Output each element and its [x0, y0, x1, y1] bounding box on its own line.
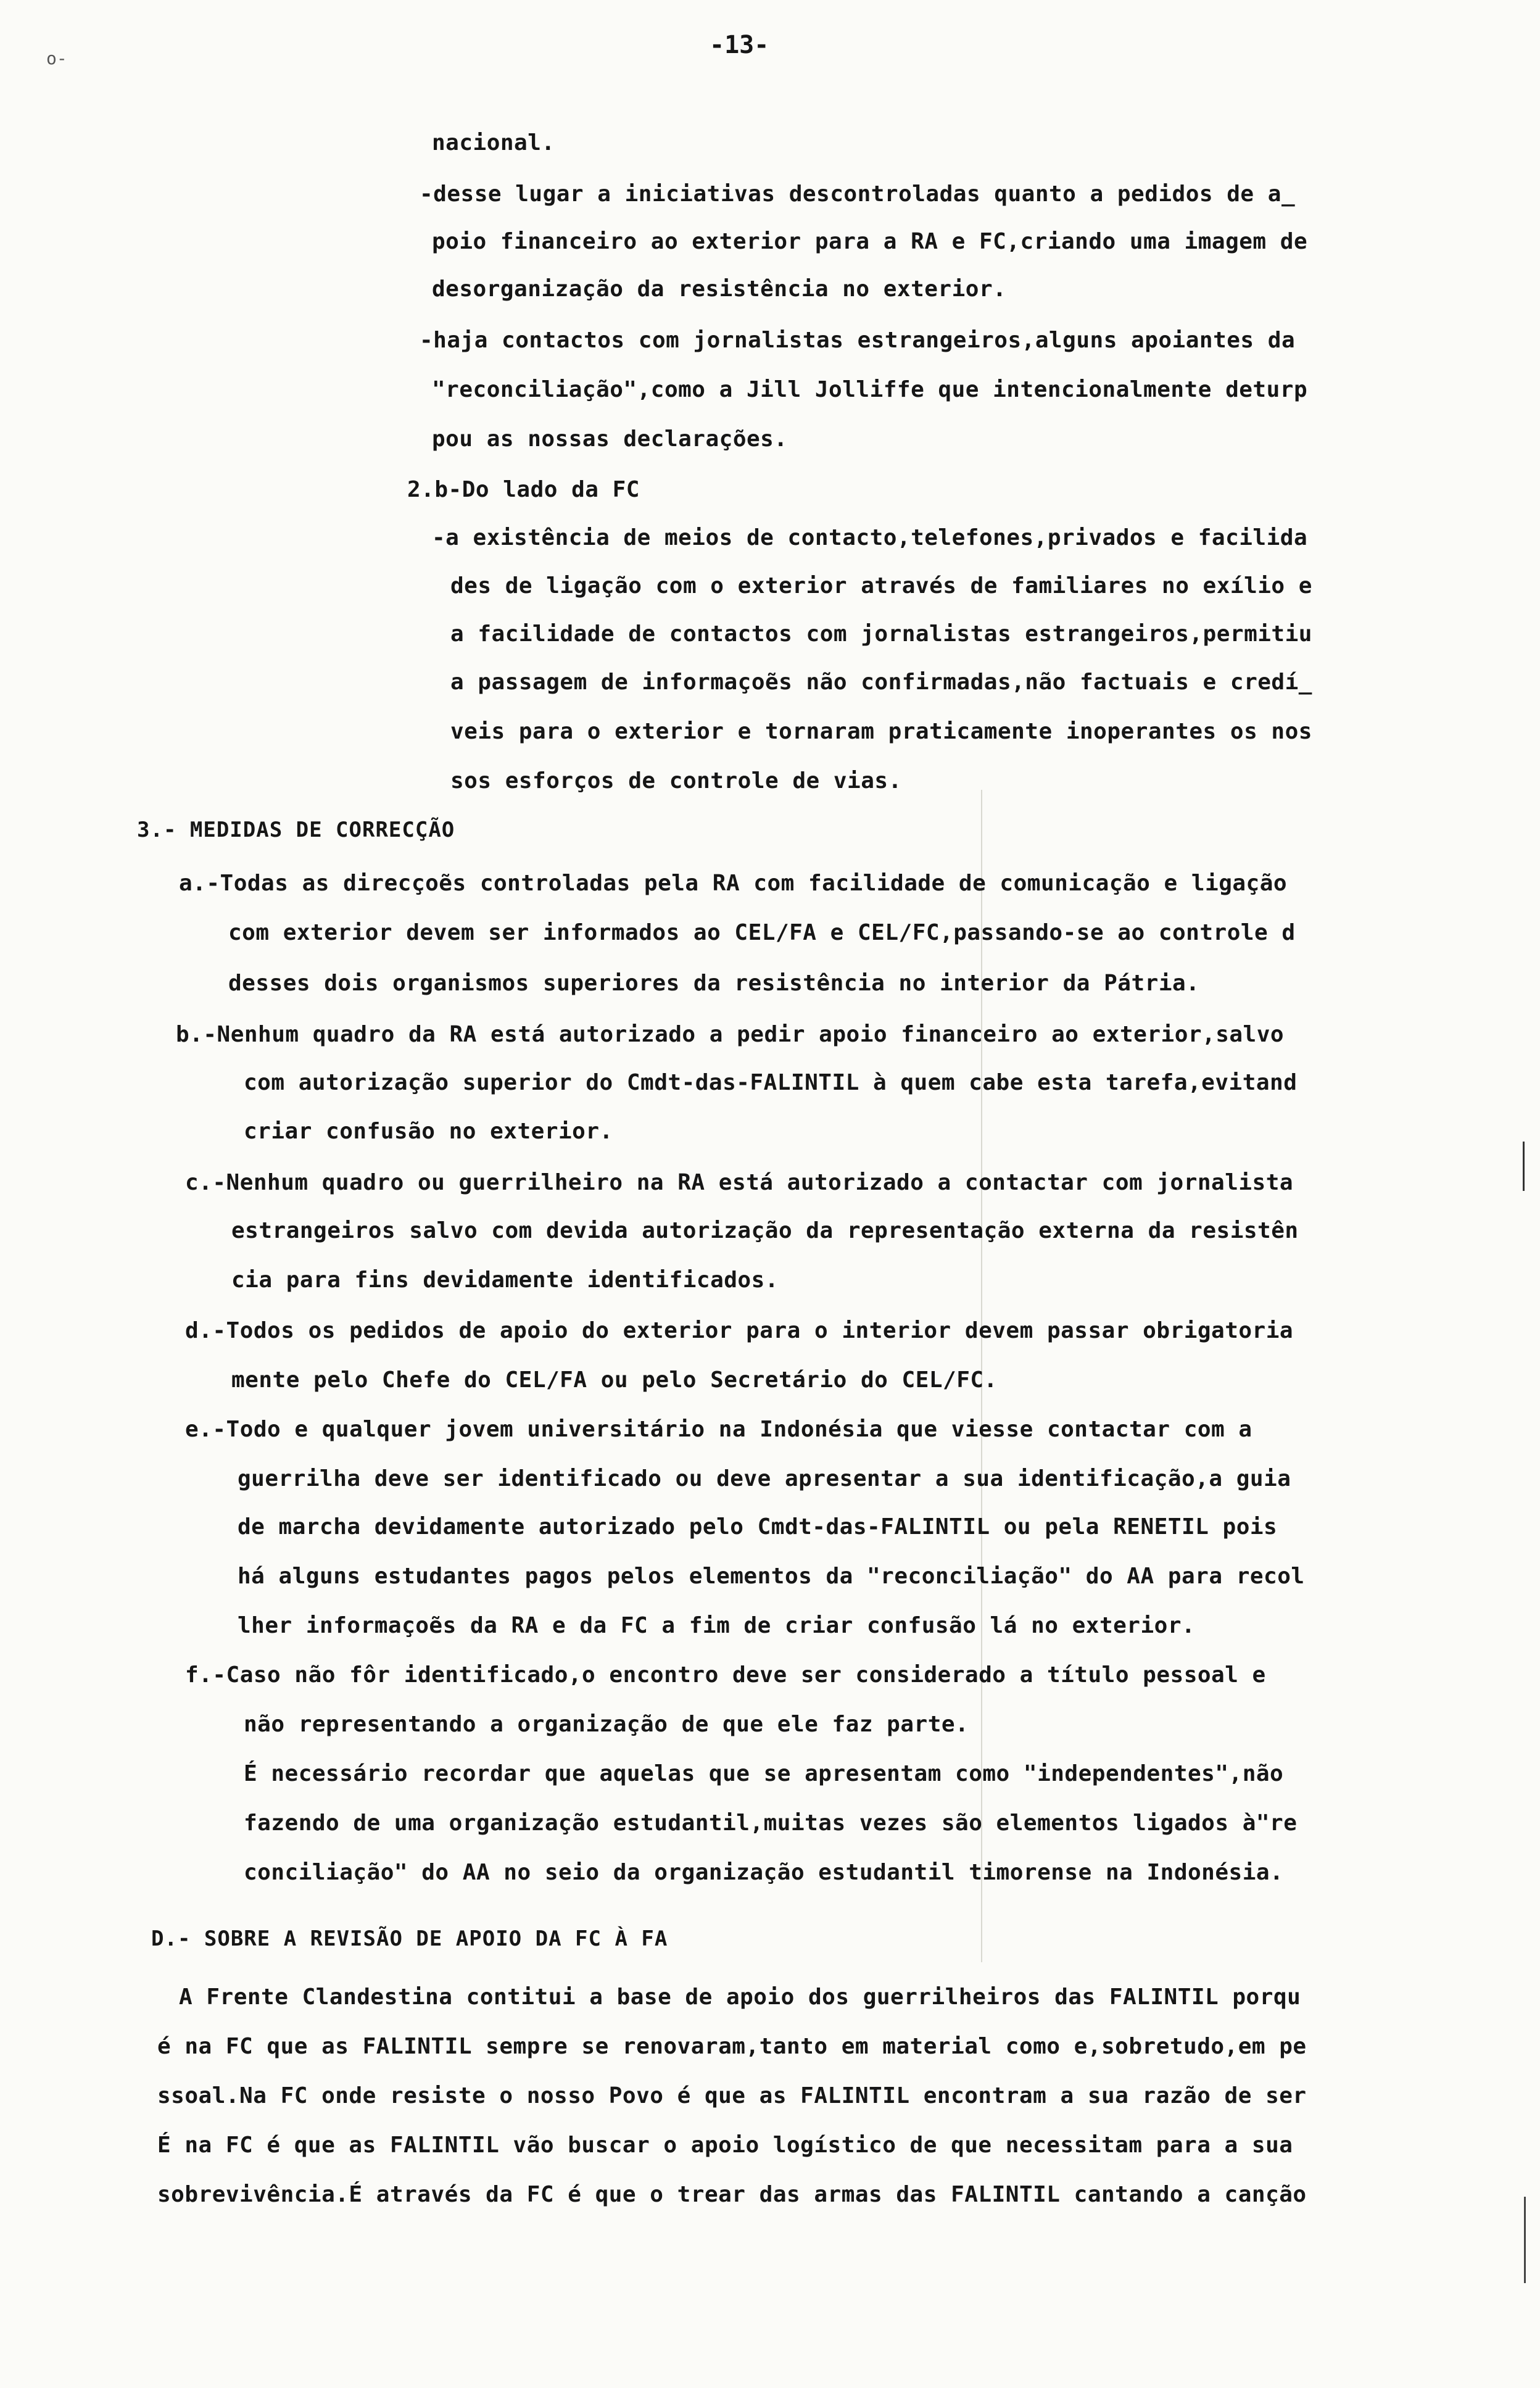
paragraph-line: ssoal.Na FC onde resiste o nosso Povo é que as FALINTIL encontram a sua razão de ser	[157, 2083, 1307, 2108]
text-line: a facilidade de contactos com jornalistas estrangeiros,permitiu	[450, 621, 1312, 647]
corner-mark: o-	[46, 48, 67, 68]
paragraph-line: A Frente Clandestina contitui a base de apoio dos guerrilheiros das FALINTIL porqu	[179, 1984, 1301, 2010]
list-item-line: desses dois organismos superiores da resistência no interior da Pátria.	[228, 971, 1200, 996]
list-item-line: cia para fins devidamente identificados.	[231, 1267, 779, 1293]
list-item-line: b.-Nenhum quadro da RA está autorizado a pedir apoio financeiro ao exterior,salvo	[176, 1022, 1285, 1047]
text-line: nacional.	[432, 130, 555, 155]
list-item-line: conciliação" do AA no seio da organização estudantil timorense na Indonésia.	[244, 1860, 1284, 1885]
list-item-line: estrangeiros salvo com devida autorização da representação externa da resistên	[231, 1218, 1299, 1243]
page-number: -13-	[710, 31, 769, 59]
paragraph-line: é na FC que as FALINTIL sempre se renovaram,tanto em material como e,sobretudo,em pe	[157, 2034, 1307, 2059]
list-item-line: não representando a organização de que ele faz parte.	[244, 1712, 969, 1737]
list-item-line: a.-Todas as direcçoẽs controladas pela RA com facilidade de comunicação e ligação	[179, 871, 1288, 896]
text-line: veis para o exterior e tornaram praticamente inoperantes os nos	[450, 719, 1312, 744]
text-line: -desse lugar a iniciativas descontroladas quanto a pedidos de a_	[420, 181, 1296, 207]
list-item-line: mente pelo Chefe do CEL/FA ou pelo Secretário do CEL/FC.	[231, 1367, 998, 1393]
text-line: poio financeiro ao exterior para a RA e FC,criando uma imagem de	[432, 229, 1308, 254]
text-line: sos esforços de controle de vias.	[450, 768, 902, 794]
text-line: a passagem de informaçoẽs não confirmadas,não factuais e credí_	[450, 670, 1312, 695]
list-item-line: d.-Todos os pedidos de apoio do exterior para o interior devem passar obrigatoria	[185, 1318, 1294, 1343]
scan-edge-mark	[1523, 1142, 1525, 1191]
list-item-line: lher informaçoẽs da RA e da FC a fim de criar confusão lá no exterior.	[238, 1613, 1196, 1638]
text-line: desorganização da resistência no exterior.	[432, 276, 1007, 302]
list-item-line: criar confusão no exterior.	[244, 1119, 613, 1144]
list-item-line: c.-Nenhum quadro ou guerrilheiro na RA está autorizado a contactar com jornalista	[185, 1170, 1294, 1195]
section-heading: 3.- MEDIDAS DE CORRECÇÃO	[137, 818, 455, 842]
text-line: des de ligação com o exterior através de familiares no exílio e	[450, 573, 1312, 599]
list-item-line: fazendo de uma organização estudantil,muitas vezes são elementos ligados à"re	[244, 1810, 1298, 1836]
list-item-line: É necessário recordar que aquelas que se apresentam como "independentes",não	[244, 1761, 1284, 1786]
list-item-line: e.-Todo e qualquer jovem universitário na Indonésia que viesse contactar com a	[185, 1417, 1252, 1442]
list-item-line: f.-Caso não fôr identificado,o encontro deve ser considerado a título pessoal e	[185, 1662, 1266, 1688]
text-line: -haja contactos com jornalistas estrangeiros,alguns apoiantes da	[420, 328, 1296, 353]
list-item-line: com autorização superior do Cmdt-das-FALINTIL à quem cabe esta tarefa,evitand	[244, 1070, 1298, 1095]
list-item-line: de marcha devidamente autorizado pelo Cmdt-das-FALINTIL ou pela RENETIL pois	[238, 1514, 1278, 1540]
text-line: "reconciliação",como a Jill Jolliffe que intencionalmente deturp	[432, 377, 1308, 402]
section-heading: D.- SOBRE A REVISÃO DE APOIO DA FC À FA	[151, 1926, 668, 1951]
text-line: -a existência de meios de contacto,telefones,privados e facilida	[432, 525, 1308, 550]
text-line: pou as nossas declarações.	[432, 426, 788, 452]
paragraph-line: sobrevivência.É através da FC é que o trear das armas das FALINTIL cantando a canção	[157, 2182, 1307, 2207]
paragraph-line: É na FC é que as FALINTIL vão buscar o apoio logístico de que necessitam para a sua	[157, 2133, 1293, 2158]
list-item-line: há alguns estudantes pagos pelos elementos da "reconciliação" do AA para recol	[238, 1564, 1305, 1589]
list-item-line: com exterior devem ser informados ao CEL/FA e CEL/FC,passando-se ao controle d	[228, 920, 1296, 945]
subsection-title: 2.b-Do lado da FC	[407, 477, 640, 502]
list-item-line: guerrilha deve ser identificado ou deve apresentar a sua identificação,a guia	[238, 1466, 1291, 1491]
scan-edge-mark-lower	[1524, 2197, 1526, 2283]
